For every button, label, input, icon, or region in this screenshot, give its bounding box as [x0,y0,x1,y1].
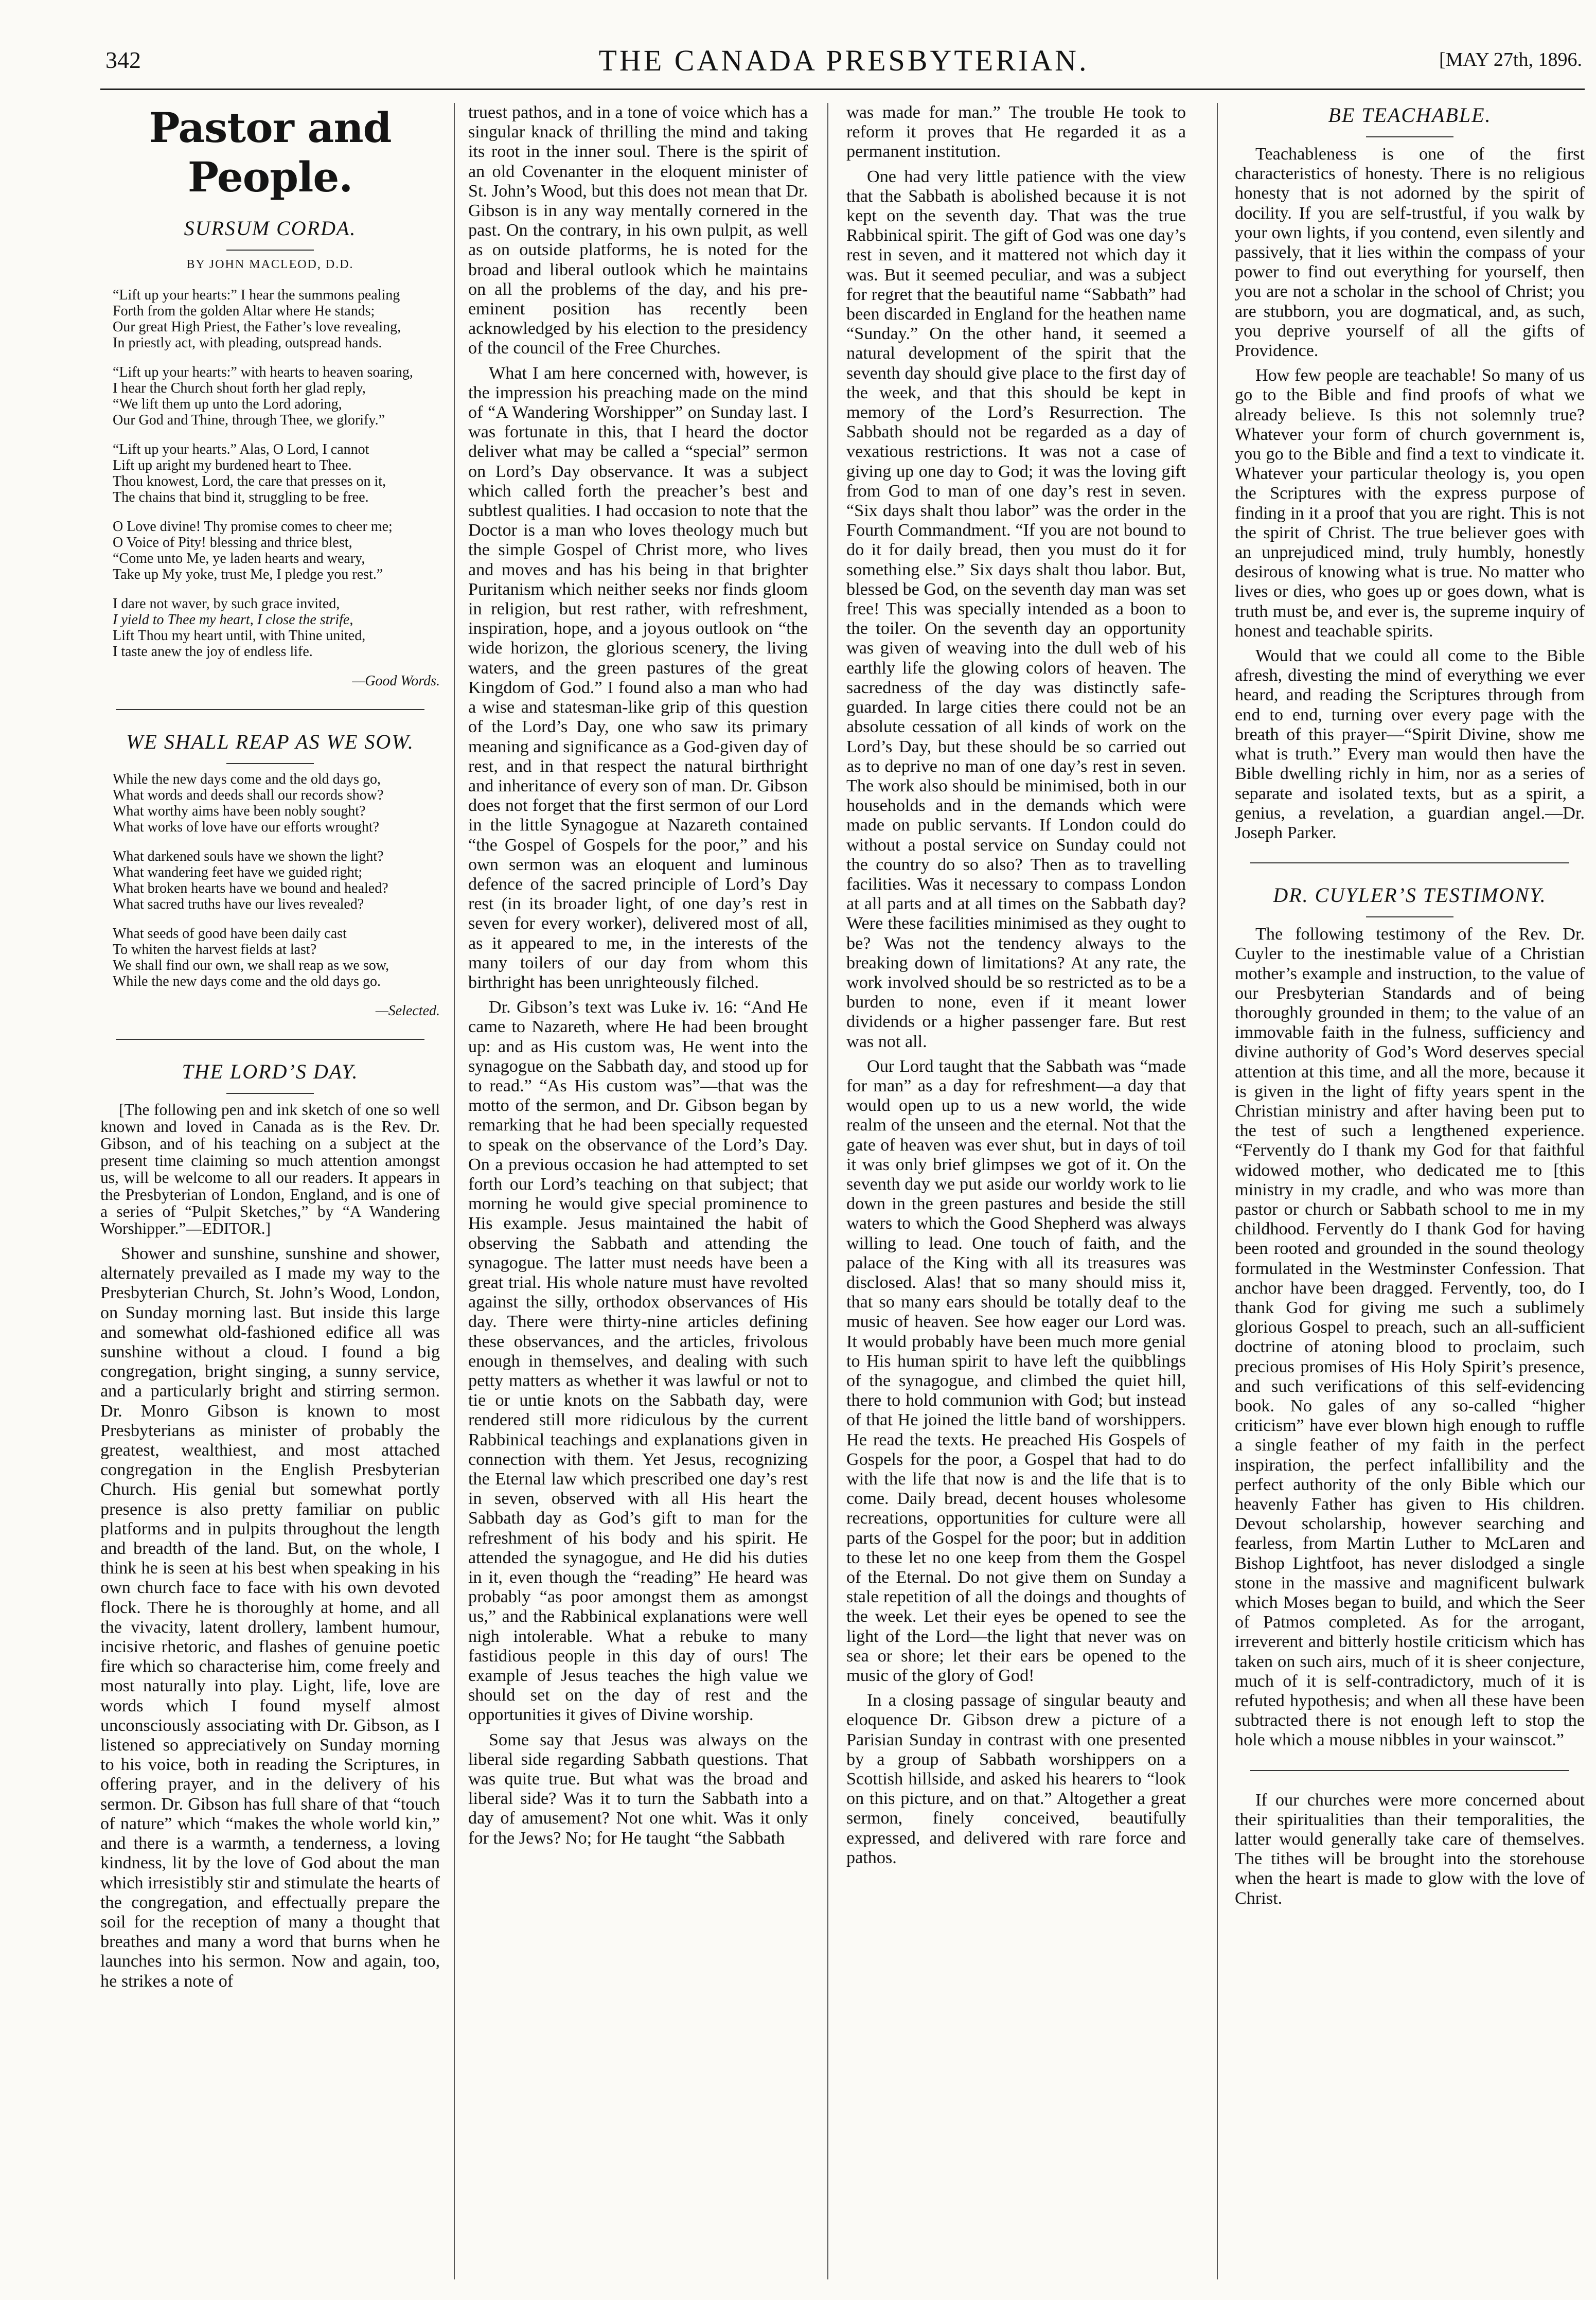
stanza [100,848,440,912]
stanza [100,519,440,582]
column-divider [1217,103,1218,2279]
poem-line: “Come unto Me, ye laden hearts and weary, [113,551,365,567]
poem-byline: BY JOHN MACLEOD, D.D. [186,258,354,271]
department-heading: Pastor and People. [149,103,392,201]
poem-line: Our God and Thine, through Thee, we glorify.” [113,412,385,428]
article-paragraph: How few people are teachable! So many of us go to the Bible and find proofs of what we already believe. Is this not solemnly true? Whatever your form of church government is, you go to the Bible and find a text to vindicate it. Whatever your particular theology is, you open the Scriptures with the express purpose of finding in it a proof that you are right. This is not the spirit of Christ. The true believer goes with an unprejudiced mind, truly humbly, honestly desirous of knowing what is true. No matter who lives or dies, who goes up or goes down, what is truth must be, and ever is, the supreme inquiry of honest and teachable spirits. [1235,366,1585,641]
stanza [100,771,440,835]
article-paragraph: truest pathos, and in a tone of voice which has a singular knack of thrilling the mind and taking its root in the inner soul. There is the spirit of an old Covenanter in the eloquent minister of St. John’s Wood, but this does not mean that Dr. Gibson is in any way mentally cornered in the past. On the contrary, in his own pulpit, as well as on outside platforms, he is noted for the broad and liberal outlook which he maintains on all the problems of the day, and his pre-eminent position has recently been acknowledged by his election to the presidency of the council of the Free Churches. [468,103,808,358]
poem-line: I hear the Church shout forth her glad reply, [113,380,366,396]
stanza [100,926,440,989]
poem-line: What sacred truths have our lives revealed? [113,896,364,912]
poem-line: What broken hearts have we bound and healed? [113,880,388,896]
poem-line: While the new days come and the old days go, [113,771,381,787]
poem-line: The chains that bind it, struggling to be free. [113,489,369,505]
poem-title: WE SHALL REAP AS WE SOW. [126,730,414,753]
poem-line: O Love divine! Thy promise comes to cheer me; [113,519,393,535]
article-paragraph: Would that we could all come to the Bible afresh, divesting the mind of everything we ever heard, and reading the Scriptures through from end to end, turning over every page with the breath of this prayer—“Spirit Divine, show me what is truth.” Every man would then have the Bible dwelling richly in him, nor as a series of separate and isolated texts, but as a spirit, a genius, a revelation, a guardian angel.—Dr. Joseph Parker. [1235,646,1585,842]
poem-credit: —Selected. [375,1003,440,1019]
poem-line: O Voice of Pity! blessing and thrice blest, [113,535,352,551]
article-paragraph: was made for man.” The trouble He took to reform it proves that He regarded it as a permanent institution. [846,103,1186,162]
poem-line: Forth from the golden Altar where He stands; [113,303,375,319]
poem-credit: —Good Words. [352,673,440,689]
title-rule [226,763,314,764]
article-paragraph: The following testimony of the Rev. Dr. Cuyler to the inestimable value of a Christian mother’s example and instruction, to the value of our Presbyterian Standards and of being thoroughly grounded in them; to the value of an immovable faith in the fulness, sufficiency and divine authority of God’s Word deserves special attention at this time, and all the more, because it is given in the light of fifty years spent in the Christian ministry and after having been put to the test of such a lengthened experience. “Fervently do I thank my God for that faithful widowed mother, who dedicated me to [this ministry in my cradle, and who was more than pastor or church or Sabbath school to me in my childhood. Fervently do I thank God for having been rooted and grounded in the sound theology formulated in the Westminster Confession. That anchor have been dragged. Fervently, too, do I thank God for giving me such a sublimely glorious Gospel to preach, such an all-sufficient doctrine of atoning blood to proclaim, such precious promises of His Holy Spirit’s presence, and such verifications of this self-evidencing book. No gales of any so-called “higher criticism” have ever blown high enough to ruffle a single feather of my faith in the perfect inspiration, the perfect infallibility and the perfect authority of the only Bible which our heavenly Father has given to His children. Devout scholarship, however searching and fearless, from Martin Luther to McLaren and Bishop Lightfoot, has never dislodged a single stone in the massive and magnificent bulwark which Moses began to build, and which the Seer of Patmos completed. As for the arrogant, irreverent and bitterly hostile criticism which has taken on such airs, much of it is sheer conjecture, much of it is self-contradictory, much of it is refuted hypothesis; and when all these have been subtracted there is not enough left to stop the hole which a mouse nibbles in your wainscot.” [1235,925,1585,1750]
section-rule [116,1039,424,1040]
issue-date: [MAY 27th, 1896. [1439,49,1582,70]
poem-line: In priestly act, with pleading, outspread hands. [113,335,382,351]
editor-note: [The following pen and ink sketch of one so well known and loved in Canada as is the Rev. Dr. Gibson, and of his teaching on a subject at the present time claiming so much attention amongst us, will be welcome to all our readers. It appears in the Presbyterian of London, England, and is one of a series of “Pulpit Sketches,” by “A Wandering Worshipper.”—EDITOR.] [100,1101,440,1237]
poem-line: I taste anew the joy of endless life. [113,644,313,660]
article-paragraph: Our Lord taught that the Sabbath was “made for man” as a day for refreshment—a day that would open up to us a new world, the wide realm of the unseen and the eternal. Not that the gate of heaven was ever shut, but in days of toil it was only brief glimpses we got of it. On the seventh day we put aside our worldy work to lie down in the green pastures and beside the still waters to which the Good Shepherd was always willing to lead. One touch of faith, and the palace of the King with all its treasures was disclosed. Alas! that so many should miss it, that so many ears should be totally deaf to the music of heaven. See how eager our Lord was. It would probably have been much more genial to His human spirit to have left the quibblings of the synagogue, and climbed the quiet hill, there to hold communion with God; but instead of that He joined the little band of worshippers. He read the texts. He preached His Gospels of Gospels for the poor, a Gospel that had to do with the life that now is and the life that is to come. Daily bread, decent houses wholesome recreations, opportunities for culture were all parts of the Gospel for the poor; but in addition to these let no one keep from them the Gospel of the Eternal. Do not give them on Sunday a stale repetition of all the doings and thoughts of the week. Let their eyes be opened to see the light of the Lord—the light that never was on sea or shore; let their ears be opened to the music of the glory of God! [846,1056,1186,1686]
poem-line: We shall find our own, we shall reap as we sow, [113,958,389,974]
section-rule [116,709,424,710]
masthead: THE CANADA PRESBYTERIAN. [598,44,1089,77]
poem-title: SURSUM CORDA. [184,217,357,240]
poem-line: What darkened souls have we shown the light? [113,848,384,864]
article-paragraph: If our churches were more concerned about their spiritualities than their temporalities, the latter would generally take care of themselves. The tithes will be brought into the storehouse when the heart is made to glow with the love of Christ. [1235,1790,1585,1908]
section-rule [1250,862,1569,863]
article-paragraph: What I am here concerned with, however, is the impression his preaching made on the mind of “A Wandering Worshipper” on Sunday last. I was fortunate in this, that I heard the doctor deliver what may be called a “special” sermon on Lord’s Day observance. It was a subject which called forth the preacher’s best and subtlest qualities. I had occasion to note that the Doctor is a man who loves theology much but the simple Gospel of Christ more, who lives and moves and has his being in that brighter Puritanism which neither seeks nor finds gloom in religion, but rest rather, with refreshment, inspiration, hope, and a joyous outlook on “the wide horizon, the glorious scenery, the living waters, and the green pastures of the great Kingdom of God.” I found also a man who had a wise and statesman-like grip of this question of the Lord’s Day, one who saw its primary meaning and significance as a God-given day of rest, and in that respect the natural birthright and inheritance of every son of man. Dr. Gibson does not forget that the first sermon of our Lord in the little Synagogue at Nazareth contained “the Gospel of Gospels for the poor,” and his own sermon was an eloquent and luminous defence of the sacred principle of Lord’s Day rest (in its broader light, of one day’s rest in seven for every worker), delivered most of all, as it appeared to me, in the interests of the many toilers of our day from whom this birthright has been unrighteously filched. [468,363,808,992]
poem-line: What seeds of good have been daily cast [113,926,347,942]
poem-body [100,771,440,1019]
article-paragraph: Some say that Jesus was always on the liberal side regarding Sabbath questions. That was quite true. But what was the broad and liberal side? Was it to turn the Sabbath into a day of amusement? Not one whit. Was it only for the Jews? No; for He taught “the Sabbath [468,1730,808,1848]
poem-line: Our great High Priest, the Father’s love revealing, [113,319,401,335]
poem-line: “Lift up your hearts.” Alas, O Lord, I cannot [113,441,369,457]
poem-line: Take up My yoke, trust Me, I pledge you rest.” [113,567,383,582]
poem-line: To whiten the harvest fields at last? [113,942,317,958]
column-divider [454,103,455,2279]
section-rule [1250,1770,1569,1771]
page-number: 342 [105,47,141,73]
page-header [105,43,1582,84]
article-paragraph: Dr. Gibson’s text was Luke iv. 16: “And He came to Nazareth, where He had been brought up: and as His custom was, He went into the synagogue on the Sabbath day, and stood up for to read.” “As His custom was”—that was the motto of the sermon, and Dr. Gibson began by remarking that he had been specially requested to speak on the observance of the Lord’s Day. On a previous occasion he had attempted to set forth our Lord’s teaching on that subject; that morning he would give special prominence to His example. Jesus maintained the habit of observing the Sabbath and attending the synagogue. The latter must needs have been a great trial. His whole nature must have revolted against the silly, orthodox observances of His day. There were thirty-nine articles defining these observances, and the articles, frivolous enough in themselves, and dealing with such petty matters as whether it was lawful or not to tie or untie knots on the Sabbath day, were rendered still more ridiculous by the current Rabbinical teachings and explanations given in connection with them. Yet Jesus, recognizing the Eternal law which prescribed one day’s rest in seven, observed with all His heart the Sabbath day as God’s gift to man for the refreshment of his body and his spirit. He attended the synagogue, and He did his duties in it, even though the “reading” He heard was probably “as poor amongst them as amongst us,” and the Rabbinical explanations were well nigh intolerable. What a rebuke to many fastidious people in this day of ours! The example of Jesus teaches the high value we should set on the day of rest and the opportunities it gives of Divine worship. [468,998,808,1725]
poem-line: I dare not waver, by such grace invited, [113,596,340,612]
stanza [100,441,440,505]
poem-body [100,287,440,689]
poem-line: “Lift up your hearts:” with hearts to heaven soaring, [113,364,413,380]
title-rule [226,250,314,251]
article-title: DR. CUYLER’S TESTIMONY. [1273,883,1547,907]
stanza [100,287,440,351]
header-rule [100,89,1585,90]
article-paragraph: Teachableness is one of the first characteristics of honesty. There is no religious honesty that is not adorned by the spirit of docility. If you are self-trustful, if you walk by your own lights, if you contend, even silently and passively, that it lies within the compass of your power to find out everything for yourself, then you are not a scholar in the school of Christ; you are stubborn, you are dogmatical, and, as such, you deprive yourself of all the gifts of Providence. [1235,145,1585,361]
title-rule [1366,916,1453,917]
poem-line: What worthy aims have been nobly sought? [113,803,366,819]
poem-line: What words and deeds shall our records show? [113,787,384,803]
poem-line: Thou knowest, Lord, the care that presses on it, [113,473,386,489]
title-rule [1366,136,1453,137]
poem-line: “Lift up your hearts:” I hear the summons pealing [113,287,400,303]
title-rule [226,1093,314,1094]
article-title: THE LORD’S DAY. [182,1060,359,1083]
stanza [100,596,440,660]
article-paragraph: In a closing passage of singular beauty and eloquence Dr. Gibson drew a picture of a Parisian Sunday in contrast with one presented by a group of Sabbath worshippers on a Scottish hillside, and asked his hearers to “look on this picture, and on that.” Altogether a great sermon, finely conceived, beautifully expressed, and delivered with rare force and pathos. [846,1691,1186,1867]
article-paragraph: Shower and sunshine, sunshine and shower, alternately prevailed as I made my way to the Presbyterian Church, St. John’s Wood, London, on Sunday morning last. But inside this large and somewhat old-fashioned edifice all was sunshine without a cloud. I found a big congregation, bright singing, a sunny service, and a particularly bright and stirring sermon. Dr. Monro Gibson is known to most Presbyterians as minister of probably the greatest, wealthiest, and most attached congregation in the English Presbyterian Church. His genial but somewhat portly presence is also pretty familiar on public platforms and in pulpits throughout the length and breadth of the land. But, on the whole, I think he is seen at his best when speaking in his own church face to face with his own devoted flock. There he is thoroughly at home, and all the vivacity, latent drollery, lambent humour, incisive rhetoric, and flashes of genuine poetic fire which so characterise him, come freely and most naturally into play. Light, life, love are words which I found myself almost unconsciously associating with Dr. Gibson, as I listened so appreciatively on Sunday morning to his voice, both in reading the Scriptures, in offering prayer, and in the delivery of his sermon. Dr. Gibson has full share of that “touch of nature” which “makes the whole world kin,” and there is a warmth, a tenderness, a loving kindness, lit by the love of God about the man which irresistibly stir and stimulate the hearts of the congregation, and effectually prepare the soil for the reception of many a thought that breathes and many a word that burns when he launches into his sermon. Now and again, too, he strikes a note of [100,1244,440,1991]
column-4 [1235,103,1585,1914]
column-divider [827,103,828,2279]
column-3 [846,103,1186,1873]
article-paragraph: One had very little patience with the view that the Sabbath is abolished because it is not kept on the seventh day. That was the true Rabbinical spirit. The gift of God was one day’s rest in seven, and it mattered not which day it was. But it seemed peculiar, and was a subject for regret that the beautiful name “Sabbath” had been discarded in England for the heathen name “Sunday.” On the other hand, it seemed a natural development of the spirit that the seventh day should give place to the first day of the week, and that this should be kept in memory of the Lord’s Resurrection. The Sabbath should not be regarded as a day of vexatious restrictions. It was not a case of giving up one day to God; it was the loving gift from God to man of one day’s rest in seven. “Six days shalt thou labor” was the order in the Fourth Commandment. “If you are not bound to do it for daily bread, then you must do it for something else.” Six days shalt thou labor. But, blessed be God, on the seventh day man was set free! This was specially intended as a boon to the toiler. On the seventh day an opportunity was given of weaving into the dull web of his earthly life the glowing colors of heaven. The sacredness of the day was distinctly safe-guarded. In large cities there could not be an absolute cessation of all kinds of work on the Lord’s Day, but these should be so carried out as to deprive no man of one day’s rest in seven. The work also should be minimised, both in our households and in the demands which were made on public servants. If London could do without a postal service on Sunday could not the country do so also? Then as to travelling facilities. Was it necessary to compass London at all parts and at all times on the Sabbath day? Were these facilities minimised as they ought to be? Was not the tendency always to the breaking down of limitations? At any rate, the work involved should be so restricted as to be a burden to none, even if it meant lower dividends or a higher passenger fare. But rest was not all. [846,167,1186,1051]
column-2 [468,103,808,1853]
poem-line: Lift Thou my heart until, with Thine united, [113,628,366,644]
column-1 [100,103,440,1996]
article-title: BE TEACHABLE. [1328,103,1492,127]
poem-line: “We lift them up unto the Lord adoring, [113,396,342,412]
stanza [100,364,440,428]
poem-line: Lift up aright my burdened heart to Thee. [113,457,352,473]
poem-line: While the new days come and the old days go. [113,974,381,989]
poem-line: What works of love have our efforts wrought? [113,819,380,835]
poem-line: I yield to Thee my heart, I close the strife, [113,612,353,628]
poem-line: What wandering feet have we guided right; [113,864,363,880]
